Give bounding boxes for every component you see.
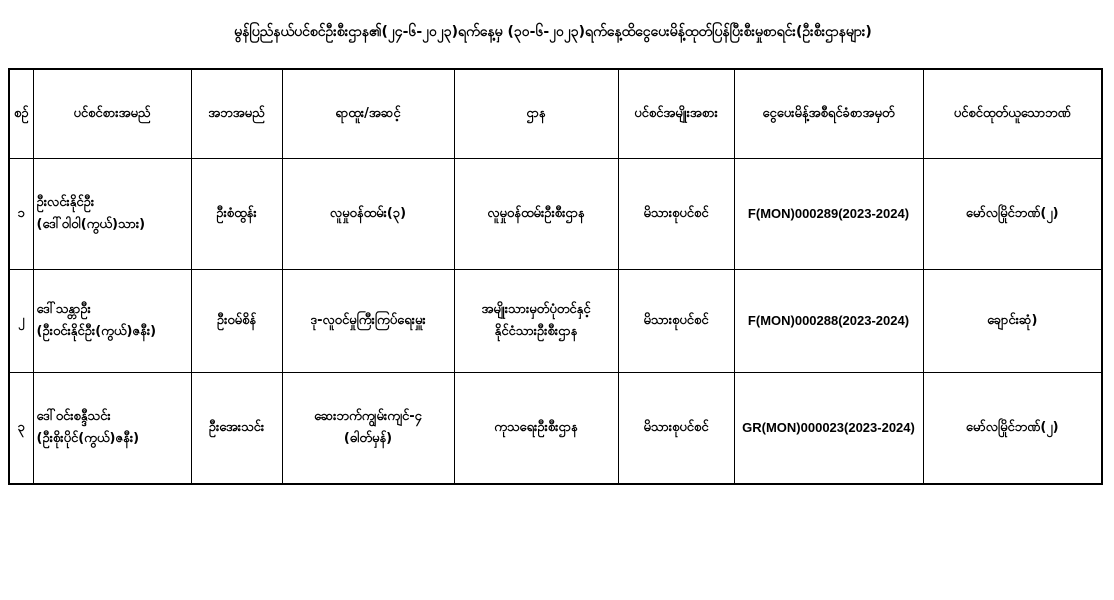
header-row [9,69,1102,158]
pension-type-cell: မိသားစုပင်စင် [618,372,734,484]
pensioner-name-cell [33,372,191,484]
department-line: နိုင်ငံသားဦးစီးဌာန [494,323,578,339]
table-row [9,372,1102,484]
table-row [9,158,1102,269]
table-row [9,269,1102,372]
pensioner-name-cell [33,269,191,372]
header-pensioner-name: ပင်စင်စားအမည် [33,69,191,158]
header-pension-type: ပင်စင်အမျိုးအစား [618,69,734,158]
bank-cell: မော်လမြိုင်ဘဏ်(၂) [923,372,1102,484]
header-payment-order-number: ငွေပေးမိန့်အစီရင်ခံစာအမှတ် [734,69,923,158]
pensioner-name: ဒေါ်ဝင်းစန္ဒီသင်း [36,408,111,424]
payment-order-number-cell: GR(MON)000023(2023-2024) [734,372,923,484]
pension-table [8,68,1103,485]
department-line: လူမှုဝန်ထမ်းဦးစီးဌာန [487,205,585,221]
department-cell [454,269,618,372]
department-cell [454,158,618,269]
serial-cell: ၁ [9,158,33,269]
rank-cell: ဒု-လူဝင်မှုကြီးကြပ်ရေးမှူး [282,269,454,372]
serial-cell: ၃ [9,372,33,484]
payment-order-number-cell: F(MON)000289(2023-2024) [734,158,923,269]
father-name-cell: ဦးဝမ်စိန် [191,269,282,372]
pensioner-relation: (ဦးဝင်းနိုင်ဦး(ကွယ်)ဇနီး) [36,323,157,339]
bank-cell: ချောင်းဆုံ) [923,269,1102,372]
pension-type-cell: မိသားစုပင်စင် [618,158,734,269]
pensioner-relation: (ဒေါ်ဝါဝါ(ကွယ်)သား) [36,216,146,232]
rank-cell: လူမှုဝန်ထမ်း(၃) [282,158,454,269]
header-department: ဌာန [454,69,618,158]
pensioner-name: ဒေါ်သန္တာဦး [36,301,91,317]
rank-line: ဆေးဘက်ကျွမ်းကျင်-၄ [314,408,422,424]
pensioner-name: ဦးလင်းနိုင်ဦး [36,194,95,210]
header-father-name: အဘအမည် [191,69,282,158]
department-line: ကုသရေးဦးစီးဌာန [494,419,578,435]
department-line: အမျိုးသားမှတ်ပုံတင်နှင့် [481,301,591,317]
department-cell [454,372,618,484]
father-name-cell: ဦးစံထွန်း [191,158,282,269]
header-bank: ပင်စင်ထုတ်ယူသောဘဏ် [923,69,1102,158]
rank-cell [282,372,454,484]
payment-order-number-cell: F(MON)000288(2023-2024) [734,269,923,372]
pension-type-cell: မိသားစုပင်စင် [618,269,734,372]
pensioner-name-cell [33,158,191,269]
header-serial: စဉ် [9,69,33,158]
pensioner-relation: (ဦးစိုးပိုင်(ကွယ်)ဇနီး) [36,430,140,446]
bank-cell: မော်လမြိုင်ဘဏ်(၂) [923,158,1102,269]
serial-cell: ၂ [9,269,33,372]
rank-line: (ဓါတ်မှန်) [343,430,393,446]
father-name-cell: ဦးအေးသင်း [191,372,282,484]
header-rank: ရာထူး/အဆင့် [282,69,454,158]
document-title: မွန်ပြည်နယ်ပင်စင်ဦးစီးဌာန၏(၂၄-၆-၂၀၂၃)ရက်နေ့မှ (၃၀-၆-၂၀၂၃)ရက်နေ့ထိငွေပေးမိန့်ထုတ်ပြန်ပြီးစီးမှုစာရင်း(ဦးစီးဌာနများ) [234,24,872,40]
